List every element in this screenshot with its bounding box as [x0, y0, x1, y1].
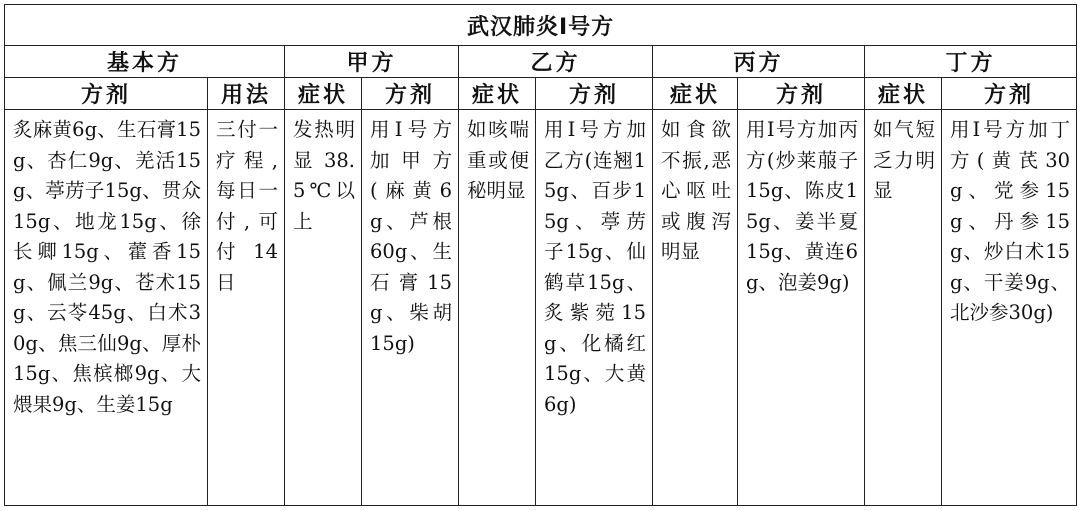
- basic-prescription-cell: 炙麻黄6g、生石膏15g、杏仁9g、羌活15g、葶苈子15g、贯众15g、地龙15g、徐长卿15g、藿香15g、佩兰9g、苍术15g、云苓45g、白术30g、焦三仙9g、厚朴15g、焦槟榔9g、大煨果9g、生姜15g: [5, 110, 208, 506]
- group-bing: 丙方: [653, 46, 865, 78]
- bing-prescription-cell: 用Ⅰ号方加丙方(炒莱菔子15g、陈皮15g、姜半夏15g、黄连6g、泡姜9g): [738, 110, 865, 506]
- group-basic: 基本方: [5, 46, 285, 78]
- subheader-ding-symptom: 症状: [865, 78, 942, 110]
- subheader-bing-prescription: 方剂: [738, 78, 865, 110]
- jia-prescription-cell: 用Ⅰ号方加甲方(麻黄6g、芦根60g、生石膏15g、柴胡15g): [362, 110, 459, 506]
- subheader-yi-prescription: 方剂: [536, 78, 653, 110]
- group-ding: 丁方: [865, 46, 1077, 78]
- subheader-jia-symptom: 症状: [285, 78, 362, 110]
- subheader-ding-prescription: 方剂: [942, 78, 1077, 110]
- subheader-basic-prescription: 方剂: [5, 78, 208, 110]
- prescription-table: [4, 4, 1077, 506]
- subheader-jia-prescription: 方剂: [362, 78, 459, 110]
- bing-symptom-cell: 如食欲不振,恶心呕吐或腹泻明显: [653, 110, 738, 506]
- jia-symptom-cell: 发热明显38.5℃以上: [285, 110, 362, 506]
- group-jia: 甲方: [285, 46, 459, 78]
- yi-prescription-cell: 用Ⅰ号方加乙方(连翘15g、百步15g、葶苈子15g、仙鹤草15g、炙紫菀15g、化橘红15g、大黄6g): [536, 110, 653, 506]
- subheader-basic-usage: 用法: [208, 78, 285, 110]
- table-title: 武汉肺炎Ⅰ号方: [5, 5, 1077, 46]
- ding-prescription-cell: 用Ⅰ号方加丁方(黄芪30g、党参15g、丹参15g、炒白术15g、干姜9g、北沙参30g): [942, 110, 1077, 506]
- ding-symptom-cell: 如气短乏力明显: [865, 110, 942, 506]
- subheader-bing-symptom: 症状: [653, 78, 738, 110]
- basic-usage-cell: 三付一疗程,每日一付,可付14日: [208, 110, 285, 506]
- group-yi: 乙方: [459, 46, 653, 78]
- subheader-yi-symptom: 症状: [459, 78, 536, 110]
- yi-symptom-cell: 如咳喘重或便秘明显: [459, 110, 536, 506]
